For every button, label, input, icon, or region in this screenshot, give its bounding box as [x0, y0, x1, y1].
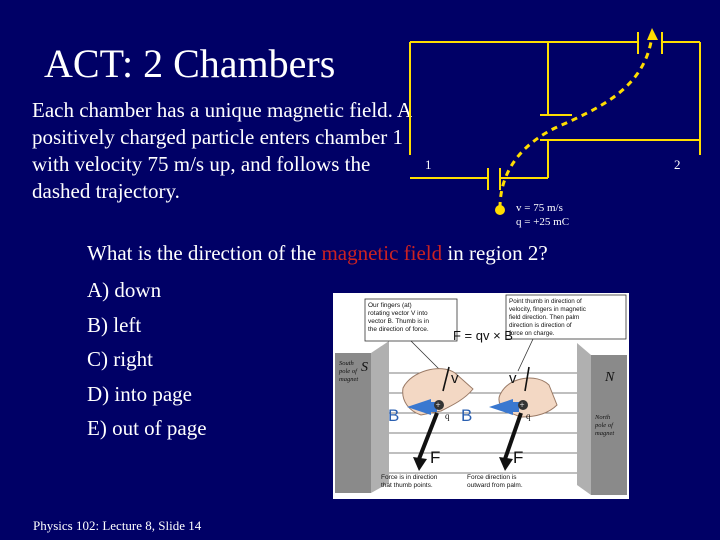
b-label-right: B: [461, 406, 473, 425]
note-right-line-5: force on charge.: [509, 330, 555, 337]
chamber-1-label: 1: [425, 157, 432, 172]
intro-text: Each chamber has a unique magnetic field. A positively charged particle enters chamber 1 with velocity 75 m/s up, and follows the dashed trajectory.: [32, 98, 412, 203]
caption-left-1: Force is in direction: [381, 474, 438, 481]
v-label-right: v: [509, 370, 517, 387]
south-caption-2: pole of: [339, 368, 357, 375]
svg-text:South pole of magnet: [338, 360, 359, 383]
svg-text:Force direction is outward: [467, 474, 523, 489]
b-label-left: B: [388, 406, 400, 425]
north-caption-2: pole of: [595, 422, 613, 429]
note-right-line-2: velocity, fingers in magnetic: [509, 306, 586, 313]
q-label-right: q: [526, 411, 531, 421]
caption-left-2: that thumb points.: [381, 482, 433, 489]
caption-right-1: Force direction is: [467, 474, 517, 481]
question-text: [87, 238, 548, 268]
caption-right-2: outward from palm.: [467, 482, 523, 489]
south-pole-label: S: [361, 360, 368, 375]
equation-label: F = qv × B: [453, 328, 513, 343]
particle-dot: [495, 205, 505, 215]
right-hand-rule-figure: [333, 293, 629, 499]
north-caption-3: magnet: [595, 430, 615, 437]
footer-text: Physics 102: Lecture 8, Slide 14: [33, 518, 202, 533]
note-left-line-3: vector B. Thumb is in: [368, 318, 429, 325]
choice-d[interactable]: D) into page: [87, 381, 192, 406]
velocity-label: v = 75 m/s: [516, 202, 563, 214]
note-left-line-1: Our fingers (at): [368, 302, 412, 309]
f-label-left: F: [430, 448, 441, 467]
choice-a[interactable]: A) down: [87, 278, 162, 302]
question-after: in region 2?: [442, 241, 548, 265]
question-highlight: magnetic field: [321, 241, 443, 265]
north-pole-label: N: [605, 370, 615, 385]
svg-text:Force is in direction that: [381, 474, 439, 489]
note-right-line-1: Point thumb in direction of: [509, 298, 582, 305]
question-before: What is the direction of the: [87, 241, 322, 265]
trajectory-arrowhead: [647, 28, 658, 40]
note-right-line-4: direction is direction of: [509, 322, 572, 329]
note-right-line-3: field direction. Then palm: [509, 314, 580, 321]
north-caption-1: North: [595, 414, 611, 421]
v-label-left: v: [451, 370, 459, 387]
choice-e[interactable]: E) out of page: [87, 416, 207, 440]
note-left-line-4: the direction of force.: [368, 326, 429, 333]
south-caption-3: magnet: [339, 376, 359, 383]
answer-choices: [87, 273, 207, 446]
svg-text:North pole of magnet: [594, 414, 615, 437]
circuit-diagram: [400, 28, 710, 228]
choice-c[interactable]: C) right: [87, 347, 153, 371]
choice-b[interactable]: B) left: [87, 312, 142, 337]
f-label-right: F: [513, 448, 524, 467]
note-left-line-2: rotating vector V into: [368, 310, 428, 317]
trajectory-dashed: [500, 36, 652, 208]
south-caption-1: South: [339, 360, 354, 367]
chamber-2-label: 2: [674, 157, 681, 172]
q-label-left: q: [445, 411, 450, 421]
charge-label: q = +25 mC: [516, 216, 570, 228]
svg-text:+: +: [519, 400, 525, 410]
svg-text:+: +: [435, 400, 441, 410]
slide-title: ACT: 2 Chambers: [44, 41, 336, 86]
